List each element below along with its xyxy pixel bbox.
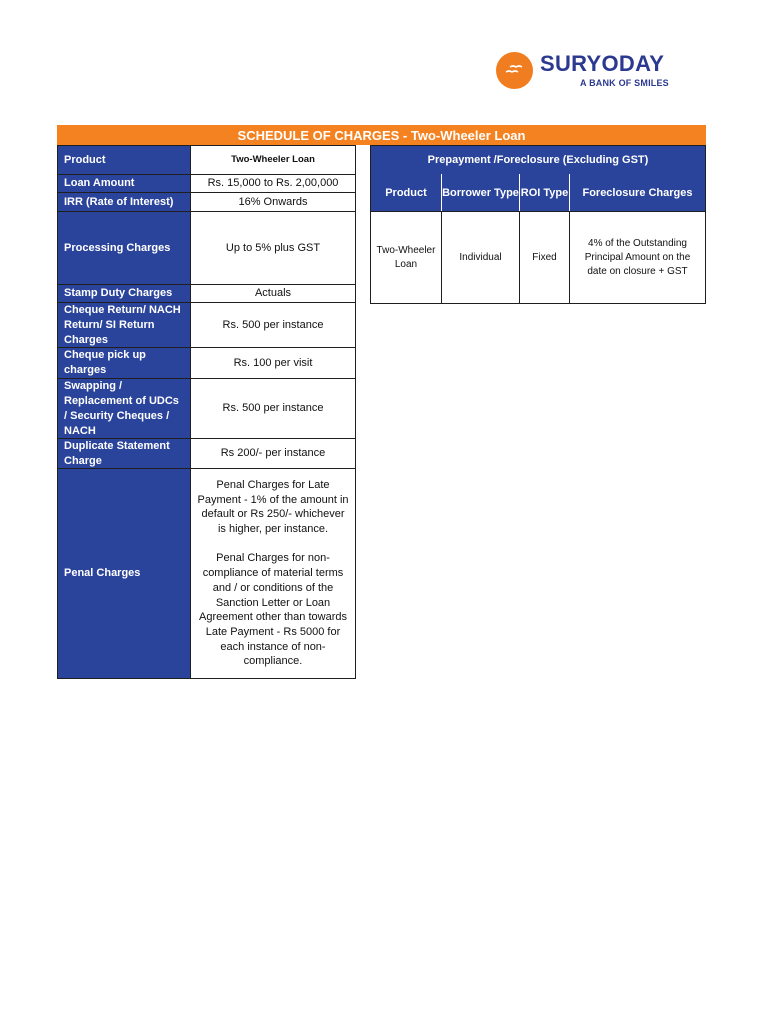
- table-row: [57, 439, 356, 469]
- charge-label: IRR (Rate of Interest): [57, 193, 190, 211]
- table-row: [57, 193, 356, 212]
- brand-tagline: A BANK OF SMILES: [580, 78, 669, 88]
- schedule-title: SCHEDULE OF CHARGES - Two-Wheeler Loan: [57, 125, 706, 145]
- table-row: [57, 175, 356, 193]
- suryoday-logo: [494, 50, 674, 92]
- column-header: ROI Type: [519, 174, 569, 211]
- charge-label: Processing Charges: [57, 212, 190, 284]
- table-row: [57, 303, 356, 348]
- charge-label: Cheque pick up charges: [57, 348, 190, 378]
- charge-label: Duplicate Statement Charge: [57, 439, 190, 468]
- sun-logo-icon: [496, 52, 533, 89]
- charge-value: Two-Wheeler Loan: [190, 146, 356, 174]
- column-header: Product: [385, 186, 427, 199]
- table-cell: Fixed: [519, 212, 569, 303]
- table-row: [57, 348, 356, 379]
- table-cell: Individual: [441, 212, 519, 303]
- prepayment-column-headers: [371, 174, 705, 211]
- table-row: [57, 212, 356, 285]
- charge-value: Rs. 500 per instance: [190, 303, 356, 347]
- column-header: Borrower Type: [441, 174, 519, 211]
- charge-label: Penal Charges: [57, 469, 190, 678]
- charges-table: [57, 145, 356, 679]
- table-row: [370, 212, 706, 304]
- charge-value: Up to 5% plus GST: [190, 212, 356, 284]
- charge-label: Product: [57, 146, 190, 174]
- table-cell: 4% of the Outstanding Principal Amount on the date on closure + GST: [569, 212, 705, 303]
- charge-label: Swapping / Replacement of UDCs / Security Cheques / NACH: [57, 379, 190, 438]
- charge-value: Rs. 100 per visit: [190, 348, 356, 378]
- prepayment-table: [370, 145, 706, 304]
- prepayment-title: Prepayment /Foreclosure (Excluding GST): [427, 154, 649, 166]
- prepayment-header: [370, 145, 706, 212]
- brand-name: SURYODAY: [540, 51, 665, 76]
- charge-label: Stamp Duty Charges: [57, 285, 190, 302]
- table-row: [57, 469, 356, 679]
- charge-value: 16% Onwards: [190, 193, 356, 211]
- charge-value: Penal Charges for Late Payment - 1% of the amount in default or Rs 250/- whichever is higher, per instance. Penal Charges for non-compliance of material terms and / or conditions of the Sanction Letter or Loan Agreement other than towards Late Payment - Rs 5000 for each instance of non-compliance.: [190, 469, 356, 678]
- charge-value: Rs 200/- per instance: [190, 439, 356, 468]
- table-row: [57, 379, 356, 439]
- table-row: [57, 285, 356, 303]
- charge-label: Loan Amount: [57, 175, 190, 192]
- charge-value: Actuals: [190, 285, 356, 302]
- table-cell: Two-Wheeler Loan: [376, 244, 436, 270]
- charge-value: Rs. 15,000 to Rs. 2,00,000: [190, 175, 356, 192]
- table-row: [57, 145, 356, 175]
- charge-value: Rs. 500 per instance: [190, 379, 356, 438]
- charge-label: Cheque Return/ NACH Return/ SI Return Charges: [57, 303, 190, 347]
- column-header: Foreclosure Charges: [569, 174, 705, 211]
